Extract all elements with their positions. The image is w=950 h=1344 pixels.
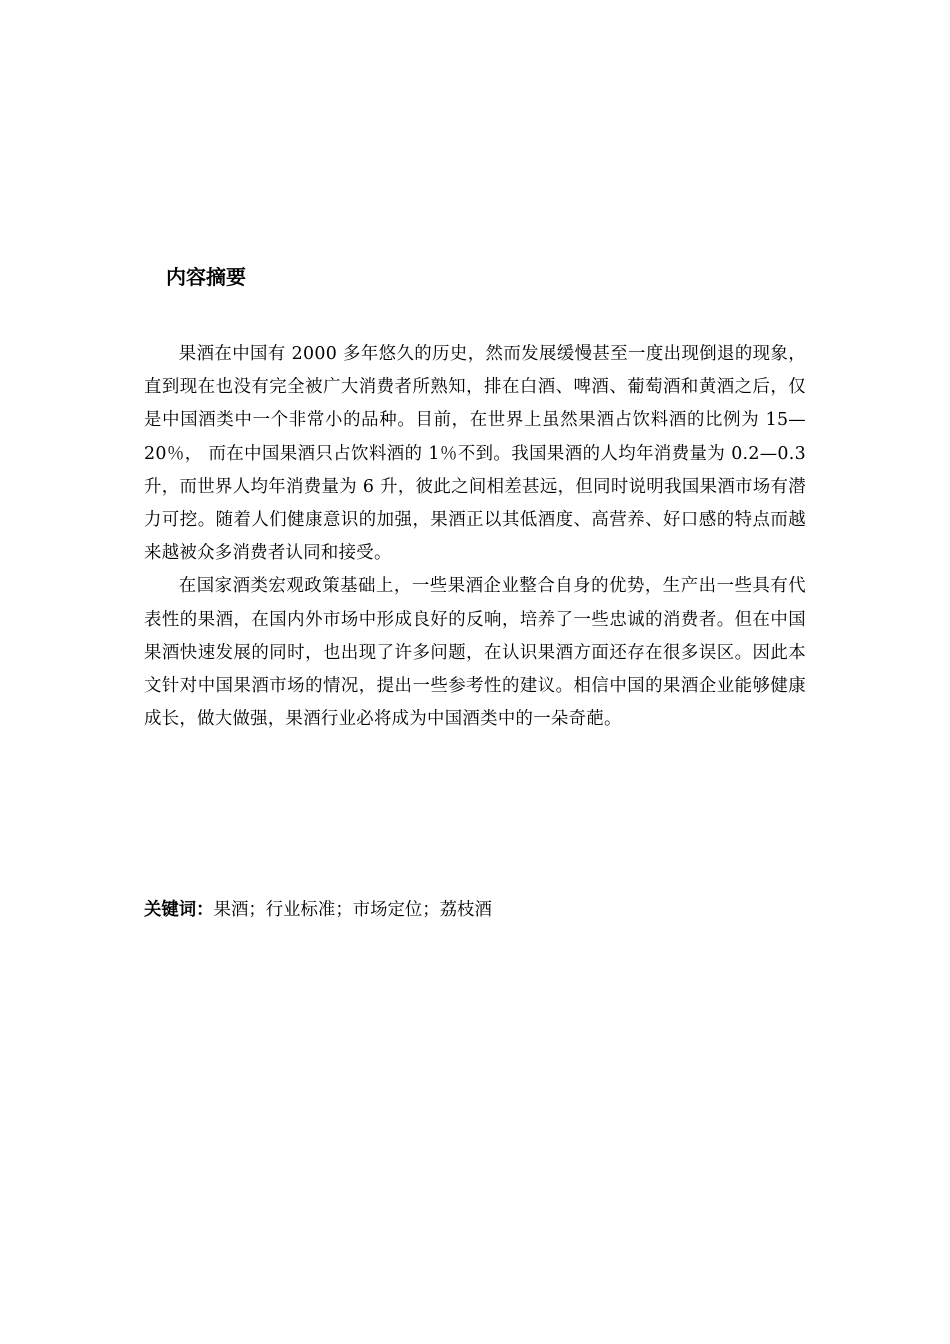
keywords-value: 果酒；行业标准；市场定位；荔枝酒 — [213, 900, 492, 920]
keywords-label: 关键词： — [144, 900, 214, 920]
abstract-paragraph: 果酒在中国有 2000 多年悠久的历史，然而发展缓慢甚至一度出现倒退的现象，直到现在也没有完全被广大消费者所熟知，排在白酒、啤酒、葡萄酒和黄酒之后，仅是中国酒类中一个非常小的品种。目前，在世界上虽然果酒占饮料酒的比例为 15—20％， 而在中国果酒只占饮料酒的 1％不到。我国果酒的人均年消费量为 0.2—0.3 升，而世界人均年消费量为 6 升，彼此之间相差甚远，但同时说明我国果酒市场有潜力可挖。随着人们健康意识的加强，果酒正以其低酒度、高营养、好口感的特点而越来越被众多消费者认同和接受。 — [144, 344, 806, 564]
keywords-line — [144, 895, 806, 925]
abstract-heading: 内容摘要 — [166, 265, 246, 289]
abstract-body — [144, 338, 806, 736]
abstract-paragraph: 在国家酒类宏观政策基础上，一些果酒企业整合自身的优势，生产出一些具有代表性的果酒，在国内外市场中形成良好的反响，培养了一些忠诚的消费者。但在中国果酒快速发展的同时，也出现了许多问题，在认识果酒方面还存在很多误区。因此本文针对中国果酒市场的情况，提出一些参考性的建议。相信中国的果酒企业能够健康成长，做大做强，果酒行业必将成为中国酒类中的一朵奇葩。 — [144, 576, 806, 730]
